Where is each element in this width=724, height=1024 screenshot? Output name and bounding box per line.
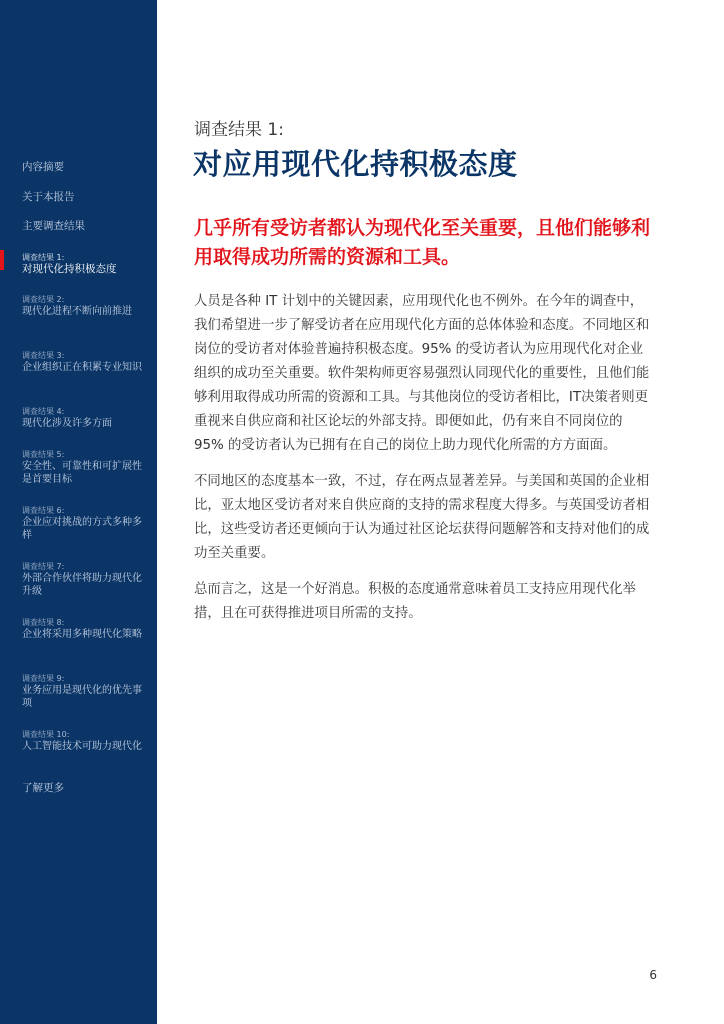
page-subtitle: 几乎所有受访者都认为现代化至关重要，且他们能够利用取得成功所需的资源和工具。 bbox=[194, 217, 651, 268]
sidebar-item-label: 企业将采用多种现代化策略 bbox=[22, 629, 142, 640]
sidebar-item-label: 安全性、可靠性和可扩展性是首要目标 bbox=[22, 461, 142, 485]
sidebar-item-finding-1[interactable] bbox=[22, 252, 148, 276]
sidebar-item-key-findings[interactable] bbox=[22, 220, 148, 233]
sidebar bbox=[0, 0, 157, 1024]
sidebar-item-summary[interactable] bbox=[22, 161, 148, 174]
sidebar-item-prefix: 调查结果 1: bbox=[22, 253, 65, 262]
sidebar-item-finding-7[interactable] bbox=[22, 561, 148, 598]
sidebar-item-prefix: 调查结果 2: bbox=[22, 295, 65, 304]
body-text bbox=[194, 290, 654, 638]
sidebar-item-finding-4[interactable] bbox=[22, 406, 148, 430]
sidebar-item-finding-10[interactable] bbox=[22, 729, 148, 753]
sidebar-item-finding-5[interactable] bbox=[22, 449, 148, 486]
sidebar-item-finding-3[interactable] bbox=[22, 350, 148, 374]
sidebar-item-prefix: 调查结果 10: bbox=[22, 730, 70, 739]
sidebar-item-prefix: 调查结果 7: bbox=[22, 562, 65, 571]
sidebar-item-finding-6[interactable] bbox=[22, 505, 148, 542]
active-item-marker bbox=[0, 250, 4, 270]
sidebar-item-prefix: 调查结果 6: bbox=[22, 506, 65, 515]
sidebar-item-prefix: 调查结果 9: bbox=[22, 674, 65, 683]
body-paragraph-3: 总而言之，这是一个好消息。积极的态度通常意味着员工支持应用现代化举措，且在可获得推进项目所需的支持。 bbox=[194, 582, 636, 621]
sidebar-item-prefix: 调查结果 4: bbox=[22, 407, 65, 416]
sidebar-item-label: 人工智能技术可助力现代化 bbox=[22, 741, 142, 752]
sidebar-item-finding-2[interactable] bbox=[22, 294, 148, 318]
sidebar-item-about[interactable] bbox=[22, 191, 148, 204]
sidebar-item-prefix: 调查结果 5: bbox=[22, 450, 65, 459]
sidebar-item-prefix: 调查结果 8: bbox=[22, 618, 65, 627]
sidebar-item-learn-more[interactable] bbox=[22, 782, 148, 795]
sidebar-item-label: 现代化涉及许多方面 bbox=[22, 418, 112, 429]
sidebar-item-label: 业务应用是现代化的优先事项 bbox=[22, 685, 142, 709]
sidebar-item-prefix: 调查结果 3: bbox=[22, 351, 65, 360]
sidebar-item-label: 对现代化持积极态度 bbox=[22, 263, 117, 275]
sidebar-item-label: 现代化进程不断向前推进 bbox=[22, 306, 132, 317]
sidebar-item-label: 关于本报告 bbox=[22, 191, 75, 203]
finding-kicker: 调查结果 1: bbox=[194, 120, 284, 140]
sidebar-item-label: 了解更多 bbox=[22, 782, 64, 794]
page-title: 对应用现代化持积极态度 bbox=[193, 147, 518, 181]
body-paragraph-2: 不同地区的态度基本一致，不过，存在两点显著差异。与美国和英国的企业相比，亚太地区受访者对来自供应商的支持的需求程度大得多。与英国受访者相比，这些受访者还更倾向于认为通过社区论坛获得问题解答和支持对他们的成功至关重要。 bbox=[194, 474, 650, 561]
page-number: 6 bbox=[649, 968, 657, 982]
sidebar-item-finding-9[interactable] bbox=[22, 673, 148, 710]
sidebar-item-label: 企业应对挑战的方式多种多样 bbox=[22, 517, 142, 541]
sidebar-item-label: 企业组织正在积累专业知识 bbox=[22, 362, 142, 373]
sidebar-item-label: 内容摘要 bbox=[22, 161, 64, 173]
sidebar-item-finding-8[interactable] bbox=[22, 617, 148, 641]
sidebar-item-label: 外部合作伙伴将助力现代化升级 bbox=[22, 573, 142, 597]
body-paragraph-1: 人员是各种 IT 计划中的关键因素，应用现代化也不例外。在今年的调查中，我们希望进一步了解受访者在应用现代化方面的总体体验和态度。不同地区和岗位的受访者对体验普遍持积极态度。95% 的受访者认为应用现代化对企业组织的成功至关重要。软件架构师更容易强烈认同现代化的重要性，且他们能够利用取得成功所需的资源和工具。与其他岗位的受访者相比，IT决策者则更重视来自供应商和社区论坛的外部支持。即便如此，仍有来自不同岗位的 95% 的受访者认为已拥有在自己的岗位上助力现代化所需的方方面面。 bbox=[194, 294, 650, 453]
sidebar-item-label: 主要调查结果 bbox=[22, 220, 85, 232]
